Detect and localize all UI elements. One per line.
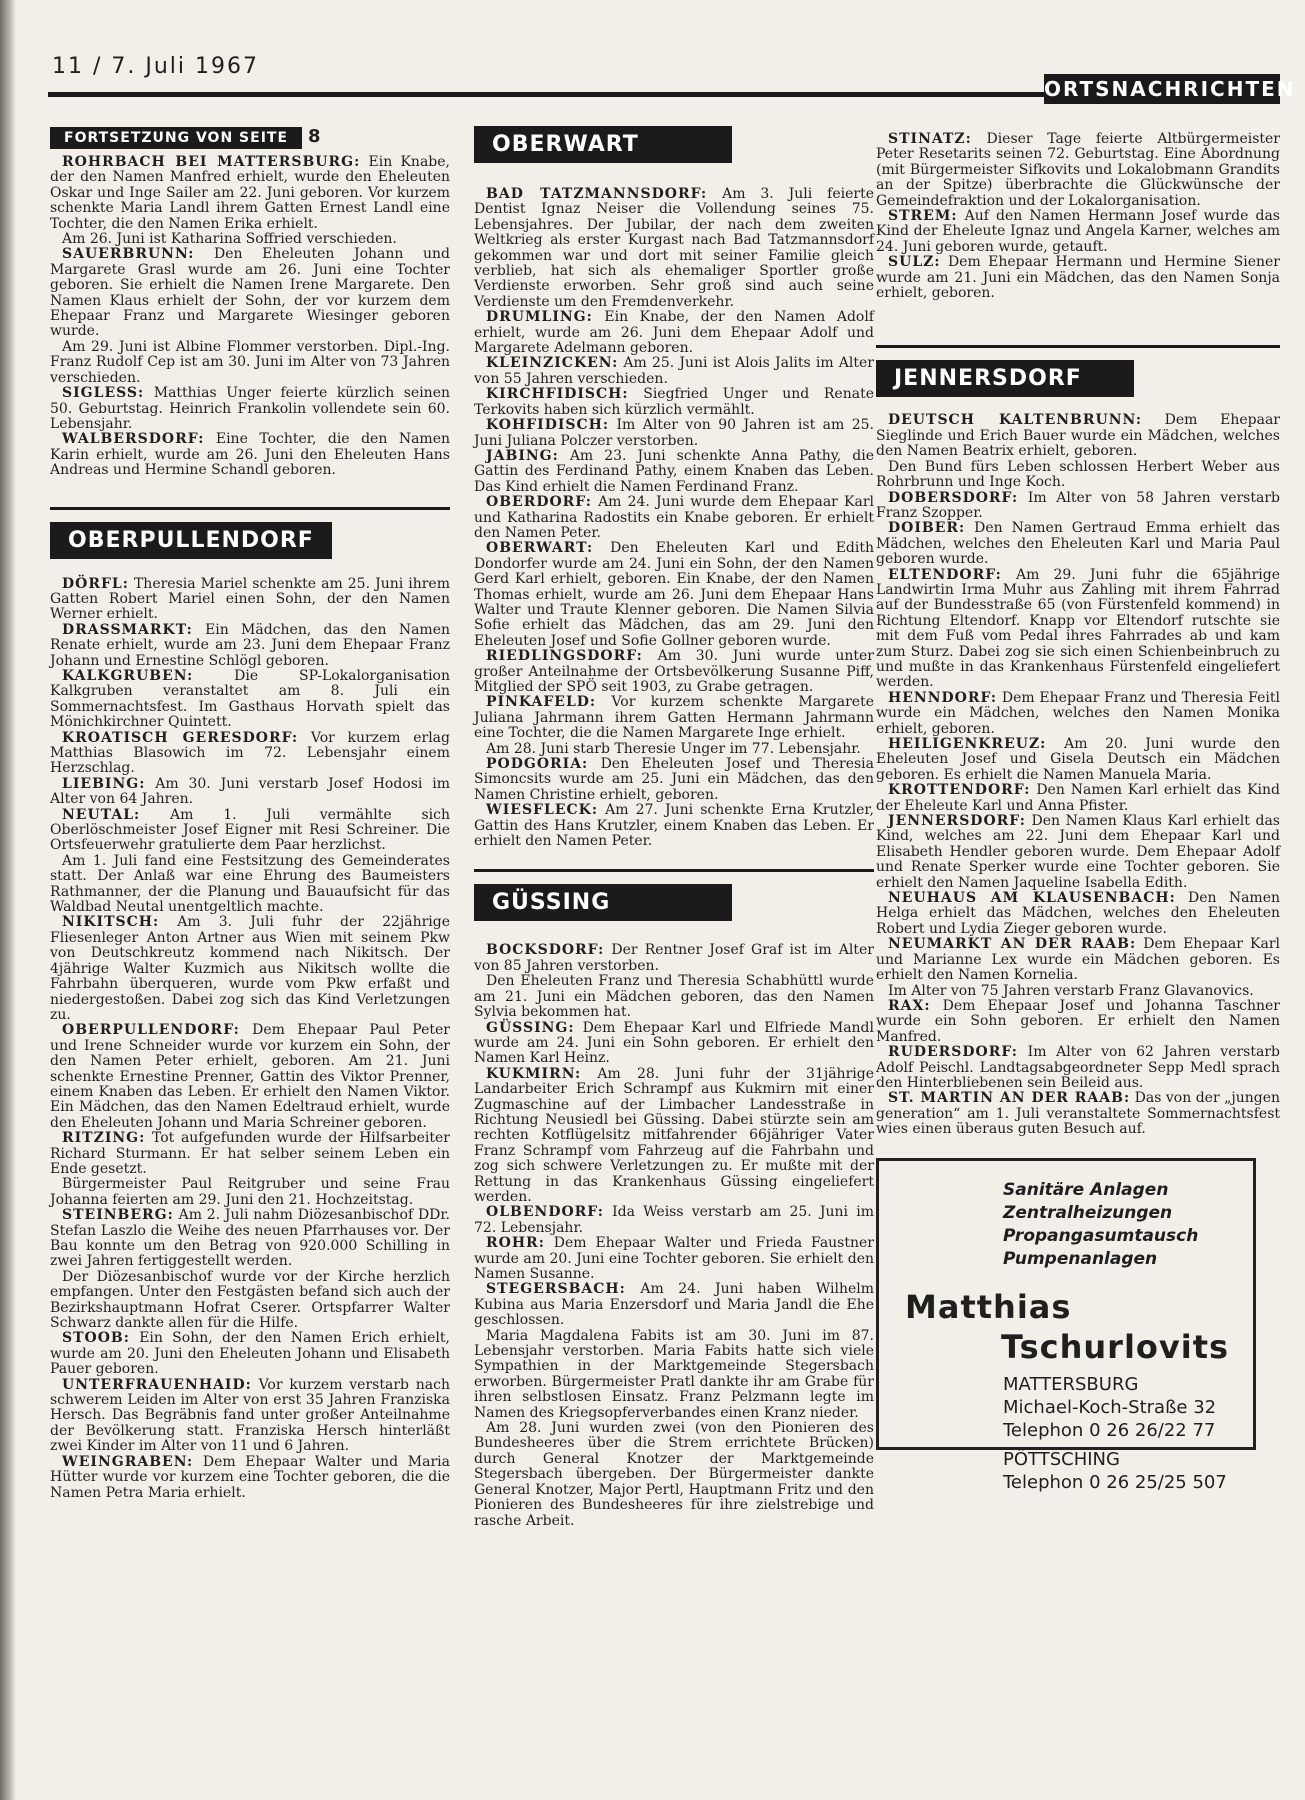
news-text: Den Namen Gertraud Emma erhielt das Mädchen, welches den Eheleuten Karl und Maria Paul geboren wurde.: [876, 520, 1280, 568]
news-item: [474, 742, 874, 757]
news-text: Ida Weiss verstarb am 25. Juni im 72. Lebensjahr.: [474, 1204, 874, 1236]
news-item: [474, 757, 874, 803]
jennersdorf-heading: JENNERSDORF: [876, 360, 1134, 397]
news-text: Dem Ehepaar Sieglinde und Erich Bauer wurde ein Mädchen, welches den Namen Beatrix erhielt, geboren.: [876, 412, 1280, 460]
news-place: ELTENDORF:: [888, 566, 1002, 583]
news-place: KALKGRUBEN:: [62, 667, 194, 684]
news-place: KOHFIDISCH:: [486, 417, 610, 434]
news-text: Ein Knabe, der den Namen Adolf erhielt, wurde am 26. Juni dem Ehepaar Adolf und Margarete Adelmann geboren.: [474, 309, 874, 357]
ad-phone: Telephon 0 26 26/22 77: [1003, 1419, 1216, 1441]
news-place: OBERWART:: [486, 540, 594, 557]
ad-service-line: Propangasumtausch: [1003, 1225, 1199, 1246]
news-text: Dem Ehepaar Karl und Marianne Lex wurde ein Mädchen geboren. Es erhielt den Namen Kornelia.: [876, 936, 1280, 984]
news-item: [876, 209, 1280, 255]
news-place: RIEDLINGSDORF:: [486, 648, 643, 665]
news-item: [876, 413, 1280, 459]
news-text: Eine Tochter, die den Namen Karin erhielt, wurde am 26. Juni den Eheleuten Hans Andreas und Hermine Schandl geboren.: [50, 431, 450, 479]
news-item: [50, 1455, 450, 1501]
news-place: ST. MARTIN AN DER RAAB:: [888, 1090, 1131, 1107]
news-place: ROHR:: [486, 1235, 545, 1252]
news-item: [50, 1208, 450, 1270]
news-item: [474, 1421, 874, 1529]
news-item: [474, 1021, 874, 1067]
news-text: Am 1. Juli vermählte sich Oberlöschmeister Josef Eigner mit Resi Schreiner. Die Ortsfeuerwehr gratulierte dem Paar herzlichst.: [50, 806, 450, 854]
news-item: [50, 155, 450, 232]
news-text: Am 23. Juni schenkte Anna Pathy, die Gattin des Ferdinand Pathy, einem Knaben das Leben. Das Kind erhielt die Namen Ferdinand Franz.: [474, 447, 874, 495]
news-place: RAX:: [888, 997, 931, 1014]
news-place: RITZING:: [62, 1130, 146, 1147]
news-item: [50, 669, 450, 731]
news-item: [474, 974, 874, 1020]
news-text: Am 29. Juni ist Albine Flommer verstorben. Dipl.-Ing. Franz Rudolf Cep ist am 30. Juni im Alter von 73 Jahren verschieden.: [50, 338, 450, 386]
news-text: Am 26. Juni ist Katharina Soffried verschieden.: [62, 231, 397, 248]
news-place: DÖRFL:: [62, 575, 129, 592]
news-place: PODGORIA:: [486, 756, 589, 773]
news-text: Am 20. Juni wurde den Eheleuten Josef und Gisela Deutsch ein Mädchen geboren. Es erhielt die Namen Manuela Maria.: [876, 736, 1280, 783]
news-item: [474, 1205, 874, 1236]
news-place: WIESFLECK:: [486, 802, 598, 819]
ad-service-line: Pumpenanlagen: [1003, 1248, 1158, 1269]
news-text: Am 27. Juni schenkte Erna Krutzler, Gattin des Hans Krutzler, einem Knaben das Leben. Er erhielt den Namen Peter.: [474, 802, 874, 850]
news-text: Den Eheleuten Johann und Margarete Grasl wurde am 26. Juni eine Tochter geboren. Sie erhielt die Namen Irene Margarete. Den Namen Klaus erhielt der Sohn, der vor kurzem dem Ehepaar Franz und Margarete Wiesinger geboren wurde.: [50, 246, 450, 340]
news-place: OBERDORF:: [486, 494, 592, 511]
news-item: [474, 310, 874, 356]
news-text: Bürgermeister Paul Reitgruber und seine Frau Johanna feierten am 29. Juni den 21. Hochzeitstag.: [50, 1176, 450, 1208]
news-place: BOCKSDORF:: [486, 942, 605, 959]
news-place: STEINBERG:: [62, 1207, 174, 1224]
ad-service-line: Zentralheizungen: [1003, 1202, 1173, 1223]
news-place: OBERPULLENDORF:: [62, 1022, 240, 1039]
news-item: [876, 737, 1280, 783]
news-text: Vor kurzem erlag Matthias Blasowich im 72. Lebensjahr einem Herzschlag.: [50, 729, 450, 777]
news-item: [474, 187, 874, 310]
news-text: Am 28. Juni starb Theresie Unger im 77. Lebensjahr.: [486, 740, 861, 757]
section-divider: [474, 869, 874, 872]
section-divider: [876, 345, 1280, 348]
continuation-header: [50, 126, 450, 149]
news-text: Am 2. Juli nahm Diözesanbischof DDr. Stefan Laszlo die Weihe des neuen Pfarrhauses vor. Der Bau konnte um den Betrag von 920.000 Schilling in zwei Jahren fertiggestellt werden.: [50, 1207, 450, 1270]
news-place: HENNDORF:: [888, 689, 998, 706]
news-item: [876, 691, 1280, 737]
news-item: [50, 247, 450, 339]
news-text: Am 28. Juni fuhr der 31jährige Landarbeiter Erich Schrampf aus Kukmirn mit einer Zugmaschine auf der Limbacher Landesstraße in Richtung Neusiedl bei Güssing. Dabei stürzte sein am rechten Kotflügelsitz mitfahrender 66jähriger Vater Franz Schrampf vom Fahrzeug auf die Fahrbahn und zog sich schwere Verletzungen zu. Er mußte mit der Rettung in das Krankenhaus Güssing eingeliefert werden.: [474, 1065, 874, 1205]
news-place: JENNERSDORF:: [888, 813, 1026, 830]
news-item: [876, 999, 1280, 1045]
news-text: Im Alter von 62 Jahren verstarb Adolf Peischl. Landtagsabgeordneter Sepp Medl sprach den Hinterbliebenen sein Beileid aus.: [876, 1044, 1280, 1091]
news-place: NEUMARKT AN DER RAAB:: [888, 936, 1137, 953]
news-item: [50, 854, 450, 916]
news-item: [876, 984, 1280, 999]
news-place: STEGERSBACH:: [486, 1281, 626, 1298]
news-item: [876, 568, 1280, 691]
news-item: [876, 255, 1280, 301]
news-text: Maria Magdalena Fabits ist am 30. Juni im 87. Lebensjahr verstorben. Maria Fabits hatte sich viele Sympathien in der Marktgemeinde Stegersbach erworben. Bürgermeister Pratl dankte ihr am Grabe für ihren selbstlosen Einsatz. Franz Pelzmann legte im Namen des Kriegsopferverbandes einen Kranz nieder.: [474, 1327, 874, 1421]
news-place: KLEINZICKEN:: [486, 355, 619, 372]
news-place: WEINGRABEN:: [62, 1453, 194, 1470]
news-place: KIRCHFIDISCH:: [486, 386, 629, 403]
news-text: Dem Ehepaar Walter und Maria Hütter wurde vor kurzem eine Tochter geboren, die die Namen Petra Maria erhielt.: [50, 1453, 450, 1501]
news-item: [474, 943, 874, 974]
guessing-news: [474, 943, 874, 1528]
news-item: [876, 491, 1280, 522]
news-text: Am 29. Juni fuhr die 65jährige Landwirtin Irma Muhr aus Zahling mit ihrem Fahrrad auf der Bundesstraße 65 (von Fürstenfeld kommend) in Richtung Eltendorf. Knapp vor Eltendorf rutschte sie mit dem Fuß vom Pedal ihres Fahrrades ab und kam zum Sturz. Dabei zog sie sich einen Schienbeinbruch zu und mußte in das Krankenhaus Fürstenfeld eingeliefert werden.: [876, 566, 1280, 691]
news-text: Am 25. Juni ist Alois Jalits im Alter von 55 Jahren verschieden.: [474, 355, 874, 387]
news-text: Den Namen Klaus Karl erhielt das Kind, welches am 22. Juni dem Ehepaar Karl und Elisabeth Hendler geboren wurde. Dem Ehepaar Adolf und Renate Sperker wurde eine Tochter geboren. Sie erhielt den Namen Jaqueline Isabella Edith.: [876, 813, 1280, 891]
news-place: NIKITSCH:: [62, 914, 160, 931]
news-place: SULZ:: [888, 254, 941, 271]
news-item: [50, 1023, 450, 1131]
news-item: [474, 449, 874, 495]
news-text: Den Namen Karl erhielt das Kind der Eheleute Karl und Anna Pfister.: [876, 782, 1280, 814]
news-text: Dem Ehepaar Josef und Johanna Taschner wurde ein Sohn geboren. Er erhielt den Namen Manfred.: [876, 997, 1280, 1045]
ad-name-first: Matthias: [905, 1287, 1072, 1326]
news-item: [474, 695, 874, 741]
news-item: [876, 1091, 1280, 1137]
news-item: [474, 495, 874, 541]
news-text: Am 30. Juni wurde unter großer Anteilnahme der Ortsbevölkerung Susanne Piff, Mitglied der SPÖ seit 1903, zu Grabe getragen.: [474, 648, 874, 695]
news-place: PINKAFELD:: [486, 694, 597, 711]
news-place: STREM:: [888, 208, 958, 225]
news-text: Im Alter von 75 Jahren verstarb Franz Glavanovics.: [888, 982, 1254, 999]
news-item: [50, 1378, 450, 1455]
news-text: Am 28. Juni wurden zwei (von den Pionieren des Bundesheeres über die Strem errichtete Brücken) durch General Knotzer der Marktgemeinde Stegersbach übergeben. Der Bürgermeister dankte General Knotzer, Major Pertl, Hauptmann Fritz und den Pionieren des Bundesheeres für ihre zielstrebige und rasche Arbeit.: [474, 1420, 874, 1529]
continuation-label: FORTSETZUNG VON SEITE: [50, 127, 302, 149]
news-item: [876, 1045, 1280, 1091]
news-text: Dieser Tage feierte Altbürgermeister Peter Resetarits seinen 72. Geburtstag. Eine Abordnung (mit Bürgermeister Sifkovits und Lokalobmann Grandits an der Spitze) überbrachte die Glückwünsche der Gemeindefraktion und der Lokalorganisation.: [876, 131, 1280, 209]
news-place: KROTTENDORF:: [888, 782, 1031, 799]
news-item: [50, 808, 450, 854]
ad-name-last: Tschurlovits: [1001, 1327, 1230, 1366]
news-text: Den Eheleuten Josef und Theresia Simoncsits wurde am 25. Juni ein Mädchen, das den Namen Christine erhielt, geboren.: [474, 756, 874, 803]
news-place: WALBERSDORF:: [62, 431, 205, 448]
news-item: [50, 432, 450, 478]
oberwart-news: [474, 187, 874, 849]
news-text: Den Bund fürs Leben schlossen Herbert Weber aus Rohrbrunn und Inge Koch.: [876, 458, 1280, 491]
news-text: Am 24. Juni haben Wilhelm Kubina aus Maria Enzersdorf und Maria Jandl die Ehe geschlossen.: [474, 1281, 874, 1329]
news-text: Am 30. Juni verstarb Josef Hodosi im Alter von 64 Jahren.: [50, 775, 450, 808]
news-text: Die SP-Lokalorganisation Kalkgruben veranstaltet am 8. Juli ein Sommernachtsfest. Im Gasthaus Horvath spielt das Mönichkirchner Quintett.: [50, 667, 450, 731]
news-text: Der Rentner Josef Graf ist im Alter von 85 Jahren verstorben.: [474, 942, 874, 974]
news-text: Am 3. Juli feierte Dentist Ignaz Neiser die Vollendung seines 75. Lebensjahres. Der Jubilar, der nach dem zweiten Weltkrieg als erster Kurgast nach Bad Tatzmannsdorf gekommen war und dort mit seiner Familie gleich verblieb, hat sich als ehemaliger Sportler große Verdienste erworben. Sehr groß sind auch seine Verdienste um den Fremdenverkehr.: [474, 186, 874, 310]
news-item: [876, 783, 1280, 814]
news-item: [474, 1067, 874, 1206]
news-place: KROATISCH GERESDORF:: [62, 729, 299, 746]
news-text: Den Namen Helga erhielt das Mädchen, welches den Eheleuten Robert und Lydia Zieger geboren wurde.: [876, 890, 1280, 937]
news-text: Am 24. Juni wurde dem Ehepaar Karl und Katharina Radostits ein Knabe geboren. Er erhielt den Namen Peter.: [474, 494, 874, 541]
ad-town: PÖTTSCHING: [1003, 1448, 1120, 1470]
news-place: DRUMLING:: [486, 309, 593, 326]
news-text: Ein Sohn, der den Namen Erich erhielt, wurde am 20. Juni den Eheleuten Johann und Elisabeth Pauer geboren.: [50, 1330, 450, 1378]
news-item: [474, 541, 874, 649]
news-item: [474, 1236, 874, 1282]
news-text: Auf den Namen Hermann Josef wurde das Kind der Eheleute Ignaz und Angela Karner, welches am 24. Juni geboren wurde, getauft.: [876, 208, 1280, 255]
news-item: [876, 937, 1280, 983]
news-place: GÜSSING:: [486, 1019, 575, 1036]
continuation-page: 8: [308, 126, 321, 147]
news-place: SAUERBRUNN:: [62, 246, 195, 263]
news-text: Vor kurzem schenkte Margarete Juliana Jahrmann ihrem Gatten Hermann Jahrmann eine Tochter, die die Namen Margarete Inge erhielt.: [474, 694, 874, 742]
news-place: STINATZ:: [888, 131, 972, 147]
news-text: Matthias Unger feierte kürzlich seinen 50. Geburtstag. Heinrich Frankolin vollendete sein 60. Lebensjahr.: [50, 385, 450, 432]
news-item: [876, 891, 1280, 937]
news-item: [876, 460, 1280, 491]
ad-phone: Telephon 0 26 25/25 507: [1003, 1471, 1227, 1493]
news-item: [50, 1131, 450, 1177]
news-item: [876, 814, 1280, 891]
news-text: Im Alter von 90 Jahren ist am 25. Juni Juliana Polczer verstorben.: [474, 417, 874, 449]
news-place: RUDERSDORF:: [888, 1044, 1018, 1061]
ad-town: MATTERSBURG: [1003, 1373, 1139, 1395]
news-place: NEUTAL:: [62, 806, 141, 823]
news-place: LIEBING:: [62, 775, 146, 792]
news-text: Dem Ehepaar Hermann und Hermine Siener wurde am 21. Juni ein Mädchen, das den Namen Sonja erhielt, geboren.: [876, 254, 1280, 302]
news-place: DRASSMARKT:: [62, 621, 193, 638]
news-item: [50, 731, 450, 777]
column-2: [474, 126, 874, 1529]
news-text: Dem Ehepaar Walter und Frieda Faustner wurde am 20. Juni eine Tochter geboren. Sie erhielt den Namen Susanne.: [474, 1235, 874, 1282]
page-date: 11 / 7. Juli 1967: [52, 54, 260, 79]
column-1: [50, 126, 450, 1501]
news-text: Im Alter von 58 Jahren verstarb Franz Szopper.: [876, 489, 1280, 521]
news-place: HEILIGENKREUZ:: [888, 736, 1047, 752]
news-item: [474, 1329, 874, 1421]
ad-service-line: Sanitäre Anlagen: [1003, 1179, 1169, 1200]
oberpullendorf-news: [50, 577, 450, 1501]
news-item: [50, 386, 450, 432]
advertisement: [876, 1158, 1256, 1493]
guessing-heading: GÜSSING: [474, 884, 732, 921]
news-item: [474, 803, 874, 849]
news-item: [50, 1177, 450, 1208]
news-place: BAD TATZMANNSDORF:: [486, 186, 708, 202]
news-item: [50, 340, 450, 386]
jennersdorf-news: [876, 413, 1280, 1137]
news-text: Dem Ehepaar Paul Peter und Irene Schneider wurde vor kurzem ein Sohn, der den Namen Peter erhielt, geboren. Am 21. Juni schenkte Ernestine Prenner, Gattin des Viktor Prenner, einem Knaben das Leben. Er erhielt den Namen Viktor. Ein Mädchen, das den Namen Edeltraud erhielt, wurde den Eheleuten Johann und Maria Schreiner geboren.: [50, 1022, 450, 1131]
news-place: SIGLESS:: [62, 385, 145, 402]
news-item: [474, 387, 874, 418]
news-item: [876, 132, 1280, 209]
oberpullendorf-heading: OBERPULLENDORF: [50, 522, 332, 559]
news-item: [474, 356, 874, 387]
column-3: [876, 131, 1280, 1493]
news-item: [50, 777, 450, 808]
news-text: Tot aufgefunden wurde der Hilfsarbeiter Richard Sturmann. Er hat selber seinem Leben ein Ende gesetzt.: [50, 1130, 450, 1177]
news-place: STOOB:: [62, 1330, 130, 1347]
news-item: [474, 649, 874, 695]
news-place: UNTERFRAUENHAID:: [62, 1376, 252, 1393]
page-binding-shadow: [0, 0, 16, 1800]
news-text: Den Eheleuten Karl und Edith Dondorfer wurde am 24. Juni ein Sohn, der den Namen Gerd Karl erhielt, geboren. Ein Knabe, der den Namen Thomas erhielt, wurde am 26. Juni dem Ehepaar Hans Walter und Traute Klenner geboren. Die Namen Silvia Sofie erhielt das Mädchen, das am 29. Juni den Eheleuten Josef und Sofie Gollner geboren wurde.: [474, 540, 874, 649]
news-text: Das von der „jungen generation“ am 1. Juli veranstaltete Sommernachtsfest wies einen überaus guten Besuch auf.: [876, 1090, 1280, 1138]
news-text: Am 3. Juli fuhr der 22jährige Fliesenleger Anton Artner aus Wien mit seinem Pkw von Deutschkreutz kommend nach Nikitsch. Der 4jährige Walter Kuzmich aus Nikitsch wollte die Fahrbahn überqueren, wurde vom Pkw erfaßt und niedergestoßen. Dabei zog sich das Kind Verletzungen zu.: [50, 914, 450, 1023]
news-item: [474, 1282, 874, 1328]
news-place: JABING:: [486, 447, 559, 464]
news-place: DOIBER:: [888, 520, 966, 537]
news-text: Dem Ehepaar Karl und Elfriede Mandl wurde am 24. Juni ein Sohn geboren. Er erhielt den Namen Karl Heinz.: [474, 1019, 874, 1067]
news-item: [50, 577, 450, 623]
section-divider: [50, 507, 450, 510]
news-place: ROHRBACH BEI MATTERSBURG:: [62, 154, 361, 170]
news-item: [50, 1270, 450, 1332]
news-item: [50, 915, 450, 1023]
news-text: Siegfried Unger und Renate Terkovits haben sich kürzlich vermählt.: [474, 386, 874, 418]
news-text: Der Diözesanbischof wurde vor der Kirche herzlich empfangen. Unter den Festgästen befand sich auch der Bezirkshauptmann Hofrat Cserer. Ortspfarrer Walter Schwarz dankte allen für die Hilfe.: [50, 1268, 450, 1332]
continued-news-col3: [876, 132, 1280, 301]
news-text: Theresia Mariel schenkte am 25. Juni ihrem Gatten Robert Mariel einen Sohn, der den Namen Werner erhielt.: [50, 575, 450, 623]
news-item: [50, 1331, 450, 1377]
news-text: Dem Ehepaar Franz und Theresia Feitl wurde ein Mädchen, welches den Namen Monika erhielt, geboren.: [876, 689, 1280, 737]
news-place: DEUTSCH KALTENBRUNN:: [888, 412, 1142, 429]
section-label: ORTSNACHRICHTEN: [1044, 74, 1280, 104]
oberwart-heading: OBERWART: [474, 126, 732, 163]
news-item: [50, 232, 450, 247]
news-place: NEUHAUS AM KLAUSENBACH:: [888, 890, 1176, 907]
news-item: [50, 623, 450, 669]
ad-street: Michael-Koch-Straße 32: [1003, 1396, 1217, 1418]
news-item: [876, 521, 1280, 567]
continued-news: [50, 155, 450, 479]
header-rule: [48, 92, 1044, 97]
news-text: Vor kurzem verstarb nach schwerem Leiden im Alter von erst 35 Jahren Franziska Hersch. Das Begräbnis fand unter großer Anteilnahme der Bevölkerung statt. Franziska Hersch hinterläßt zwei Kinder im Alter von 11 und 6 Jahren.: [50, 1376, 450, 1455]
news-place: OLBENDORF:: [486, 1204, 604, 1221]
news-text: Am 1. Juli fand eine Festsitzung des Gemeinderates statt. Der Anlaß war eine Ehrung des Baumeisters Rathmanner, der die Planung und Bauaufsicht für das Waldbad Neutal unentgeltlich machte.: [50, 852, 450, 916]
news-text: Ein Mädchen, das den Namen Renate erhielt, wurde am 23. Juni dem Ehepaar Franz Johann und Ernestine Schlögl geboren.: [50, 621, 450, 669]
news-text: Den Eheleuten Franz und Theresia Schabhüttl wurde am 21. Juni ein Mädchen geboren, das den Namen Sylvia bekommen hat.: [474, 973, 874, 1021]
news-place: KUKMIRN:: [486, 1065, 582, 1082]
news-place: DOBERSDORF:: [888, 489, 1019, 506]
news-text: Ein Knabe, der den Namen Manfred erhielt, wurde den Eheleuten Oskar und Inge Sailer am 22. Juni geboren. Vor kurzem schenkte Maria Landl ihrem Gatten Ernest Landl eine Tochter, die den Namen Erika erhielt.: [50, 154, 450, 232]
news-item: [474, 418, 874, 449]
